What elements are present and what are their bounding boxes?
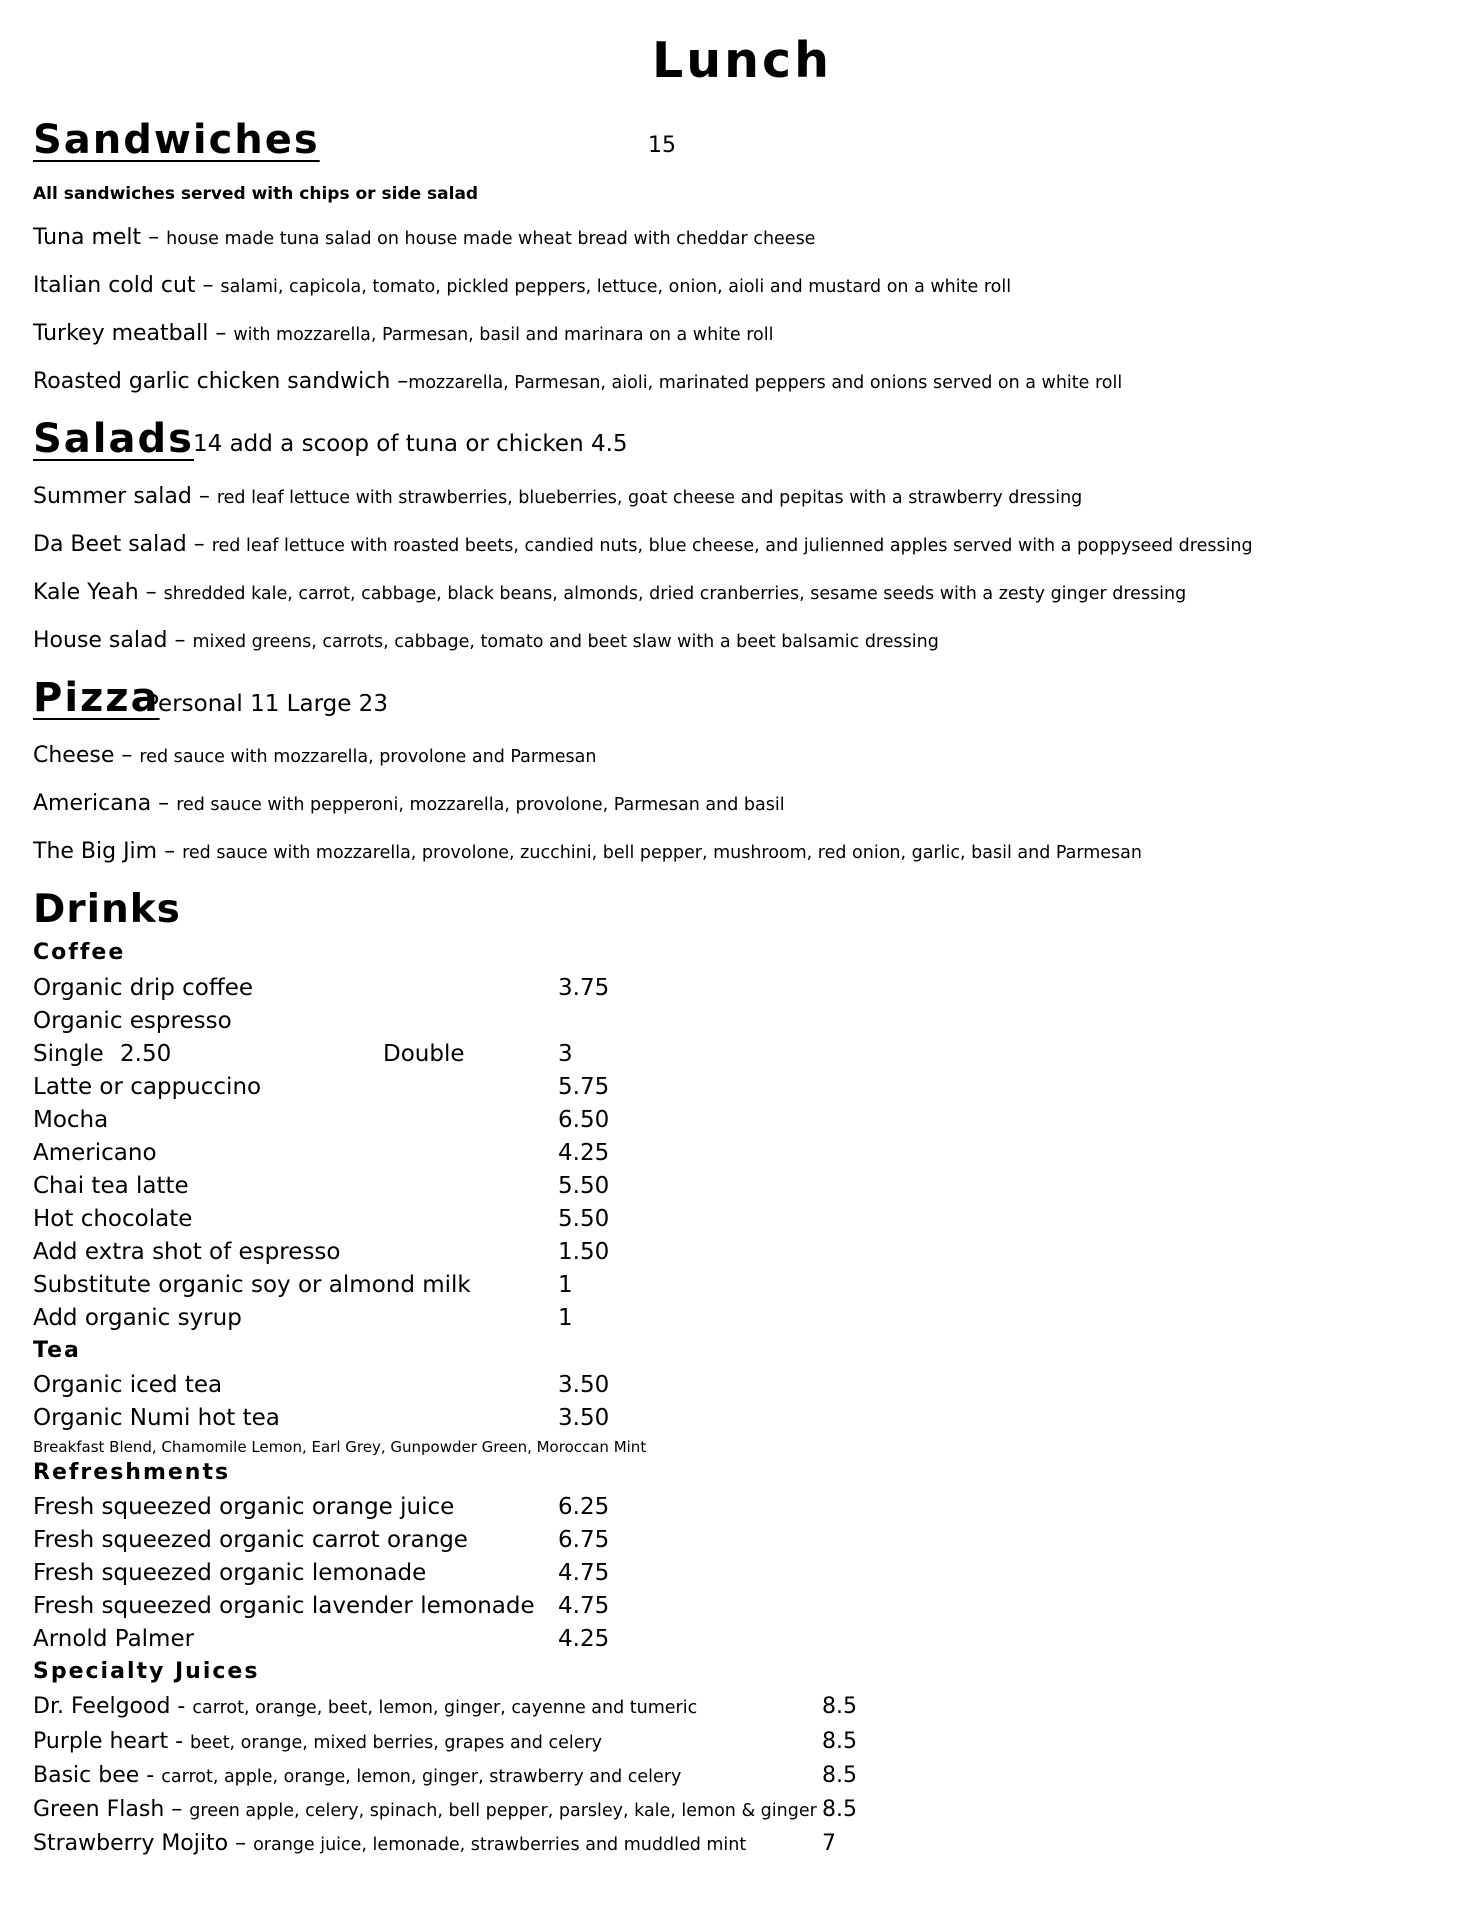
item-name: The Big Jim <box>33 839 158 864</box>
item-separator: - <box>170 1694 193 1719</box>
drink-price: 6.25 <box>558 1494 610 1520</box>
item-name: House salad <box>33 628 168 653</box>
item-description: mixed greens, carrots, cabbage, tomato and beet slaw with a beet balsamic dressing <box>192 632 939 652</box>
drink-price: 4.25 <box>558 1140 610 1166</box>
specialty-juices-heading: Specialty Juices <box>33 1659 260 1684</box>
coffee-heading: Coffee <box>33 940 126 965</box>
drink-name: Chai tea latte <box>33 1173 189 1199</box>
drink-name: Substitute organic soy or almond milk <box>33 1272 471 1298</box>
drink-name: Organic espresso <box>33 1008 232 1034</box>
menu-item <box>33 743 597 768</box>
sandwiches-price: 15 <box>648 133 676 158</box>
drink-name: Fresh squeezed organic orange juice <box>33 1494 455 1520</box>
item-name: Roasted garlic chicken sandwich <box>33 369 391 394</box>
drink-price: 1 <box>558 1305 573 1331</box>
espresso-single-price: 2.50 <box>120 1041 172 1067</box>
juice-description: orange juice, lemonade, strawberries and muddled mint <box>253 1835 747 1855</box>
juice-description: green apple, celery, spinach, bell pepper, parsley, kale, lemon & ginger <box>189 1801 817 1821</box>
drink-name: Arnold Palmer <box>33 1626 195 1652</box>
drink-price: 4.75 <box>558 1593 610 1619</box>
juice-name: Dr. Feelgood <box>33 1694 171 1719</box>
juice-description: carrot, orange, beet, lemon, ginger, cayenne and tumeric <box>192 1698 698 1718</box>
juice-item <box>33 1831 746 1856</box>
drink-price: 5.50 <box>558 1173 610 1199</box>
sandwiches-note: All sandwiches served with chips or side salad <box>33 184 479 204</box>
item-separator: - <box>168 1729 191 1754</box>
item-description: red sauce with mozzarella, provolone, zucchini, bell pepper, mushroom, red onion, garlic, basil and Parmesan <box>182 843 1142 863</box>
drink-price: 3.50 <box>558 1405 610 1431</box>
juice-price: 8.5 <box>822 1694 857 1719</box>
refreshments-heading: Refreshments <box>33 1460 231 1485</box>
pizza-heading: Pizza <box>33 675 160 721</box>
juice-item <box>33 1729 602 1754</box>
drinks-heading: Drinks <box>33 887 181 932</box>
juice-item <box>33 1797 817 1822</box>
juice-name: Basic bee <box>33 1763 140 1788</box>
drink-price: 6.75 <box>558 1527 610 1553</box>
tea-heading: Tea <box>33 1338 81 1363</box>
salads-note: 14 add a scoop of tuna or chicken 4.5 <box>193 431 628 457</box>
tea-flavors: Breakfast Blend, Chamomile Lemon, Earl Grey, Gunpowder Green, Moroccan Mint <box>33 1438 647 1456</box>
menu-item <box>33 839 1142 864</box>
item-name: Da Beet salad <box>33 532 187 557</box>
drink-name: Americano <box>33 1140 157 1166</box>
juice-name: Green Flash <box>33 1797 165 1822</box>
espresso-double-price: 3 <box>558 1041 573 1067</box>
juice-item <box>33 1763 681 1788</box>
drink-price: 5.75 <box>558 1074 610 1100</box>
item-description: red leaf lettuce with strawberries, blueberries, goat cheese and pepitas with a strawberry dressing <box>216 488 1083 508</box>
item-description: red sauce with mozzarella, provolone and Parmesan <box>139 747 597 767</box>
drink-price: 3.50 <box>558 1372 610 1398</box>
item-separator: – <box>208 321 234 346</box>
drink-name: Organic drip coffee <box>33 975 253 1001</box>
item-name: Turkey meatball <box>33 321 209 346</box>
drink-price: 1.50 <box>558 1239 610 1265</box>
item-description: salami, capicola, tomato, pickled peppers, lettuce, onion, aioli and mustard on a white roll <box>220 277 1012 297</box>
juice-description: beet, orange, mixed berries, grapes and celery <box>190 1733 603 1753</box>
drink-name: Add organic syrup <box>33 1305 242 1331</box>
drink-name: Add extra shot of espresso <box>33 1239 341 1265</box>
drink-name: Organic iced tea <box>33 1372 223 1398</box>
menu-item <box>33 484 1082 509</box>
sandwiches-heading: Sandwiches <box>33 117 320 163</box>
drink-name: Latte or cappuccino <box>33 1074 262 1100</box>
menu-item <box>33 791 785 816</box>
juice-price: 7 <box>822 1831 836 1856</box>
item-name: Americana <box>33 791 152 816</box>
item-separator: – <box>157 839 183 864</box>
drink-price: 4.25 <box>558 1626 610 1652</box>
item-separator: – <box>186 532 212 557</box>
item-separator: – <box>228 1831 254 1856</box>
menu-item <box>33 321 773 346</box>
juice-description: carrot, apple, orange, lemon, ginger, strawberry and celery <box>161 1767 682 1787</box>
item-separator: – <box>138 580 164 605</box>
item-separator: – <box>151 791 177 816</box>
drink-price: 3.75 <box>558 975 610 1001</box>
menu-item <box>33 628 939 653</box>
item-separator: – <box>164 1797 190 1822</box>
drink-name: Hot chocolate <box>33 1206 193 1232</box>
menu-item <box>33 225 815 250</box>
menu-item <box>33 532 1253 557</box>
drink-name: Fresh squeezed organic lavender lemonade <box>33 1593 535 1619</box>
menu-item <box>33 580 1186 605</box>
menu-item <box>33 273 1011 298</box>
drink-price: 4.75 <box>558 1560 610 1586</box>
item-name: Summer salad <box>33 484 192 509</box>
item-separator: - <box>139 1763 162 1788</box>
item-separator: – <box>191 484 217 509</box>
drink-price: 6.50 <box>558 1107 610 1133</box>
drink-name: Fresh squeezed organic lemonade <box>33 1560 427 1586</box>
item-separator: – <box>114 743 140 768</box>
salads-heading: Salads <box>33 416 194 462</box>
item-description: red leaf lettuce with roasted beets, candied nuts, blue cheese, and julienned apples served with a poppyseed dressing <box>211 536 1253 556</box>
drink-price: 5.50 <box>558 1206 610 1232</box>
juice-item <box>33 1694 697 1719</box>
item-description: mozzarella, Parmesan, aioli, marinated peppers and onions served on a white roll <box>408 373 1123 393</box>
drink-name: Mocha <box>33 1107 109 1133</box>
item-description: red sauce with pepperoni, mozzarella, provolone, Parmesan and basil <box>176 795 785 815</box>
item-description: house made tuna salad on house made wheat bread with cheddar cheese <box>166 229 816 249</box>
item-separator: – <box>141 225 167 250</box>
item-separator: – <box>390 369 409 394</box>
drink-name: Fresh squeezed organic carrot orange <box>33 1527 468 1553</box>
juice-price: 8.5 <box>822 1763 857 1788</box>
item-separator: – <box>167 628 193 653</box>
pizza-note: Personal 11 Large 23 <box>145 691 388 717</box>
juice-price: 8.5 <box>822 1729 857 1754</box>
juice-name: Strawberry Mojito <box>33 1831 229 1856</box>
item-description: shredded kale, carrot, cabbage, black beans, almonds, dried cranberries, sesame seeds with a zesty ginger dressing <box>163 584 1187 604</box>
item-name: Italian cold cut <box>33 273 196 298</box>
juice-price: 8.5 <box>822 1797 857 1822</box>
menu-item <box>33 369 1122 394</box>
drink-name: Organic Numi hot tea <box>33 1405 280 1431</box>
espresso-double-label: Double <box>383 1041 465 1067</box>
juice-name: Purple heart <box>33 1729 169 1754</box>
espresso-single-label: Single <box>33 1041 104 1067</box>
item-separator: – <box>195 273 221 298</box>
drink-price: 1 <box>558 1272 573 1298</box>
item-name: Tuna melt <box>33 225 142 250</box>
item-name: Cheese <box>33 743 115 768</box>
item-description: with mozzarella, Parmesan, basil and marinara on a white roll <box>233 325 774 345</box>
page-title: Lunch <box>652 32 832 89</box>
item-name: Kale Yeah <box>33 580 139 605</box>
